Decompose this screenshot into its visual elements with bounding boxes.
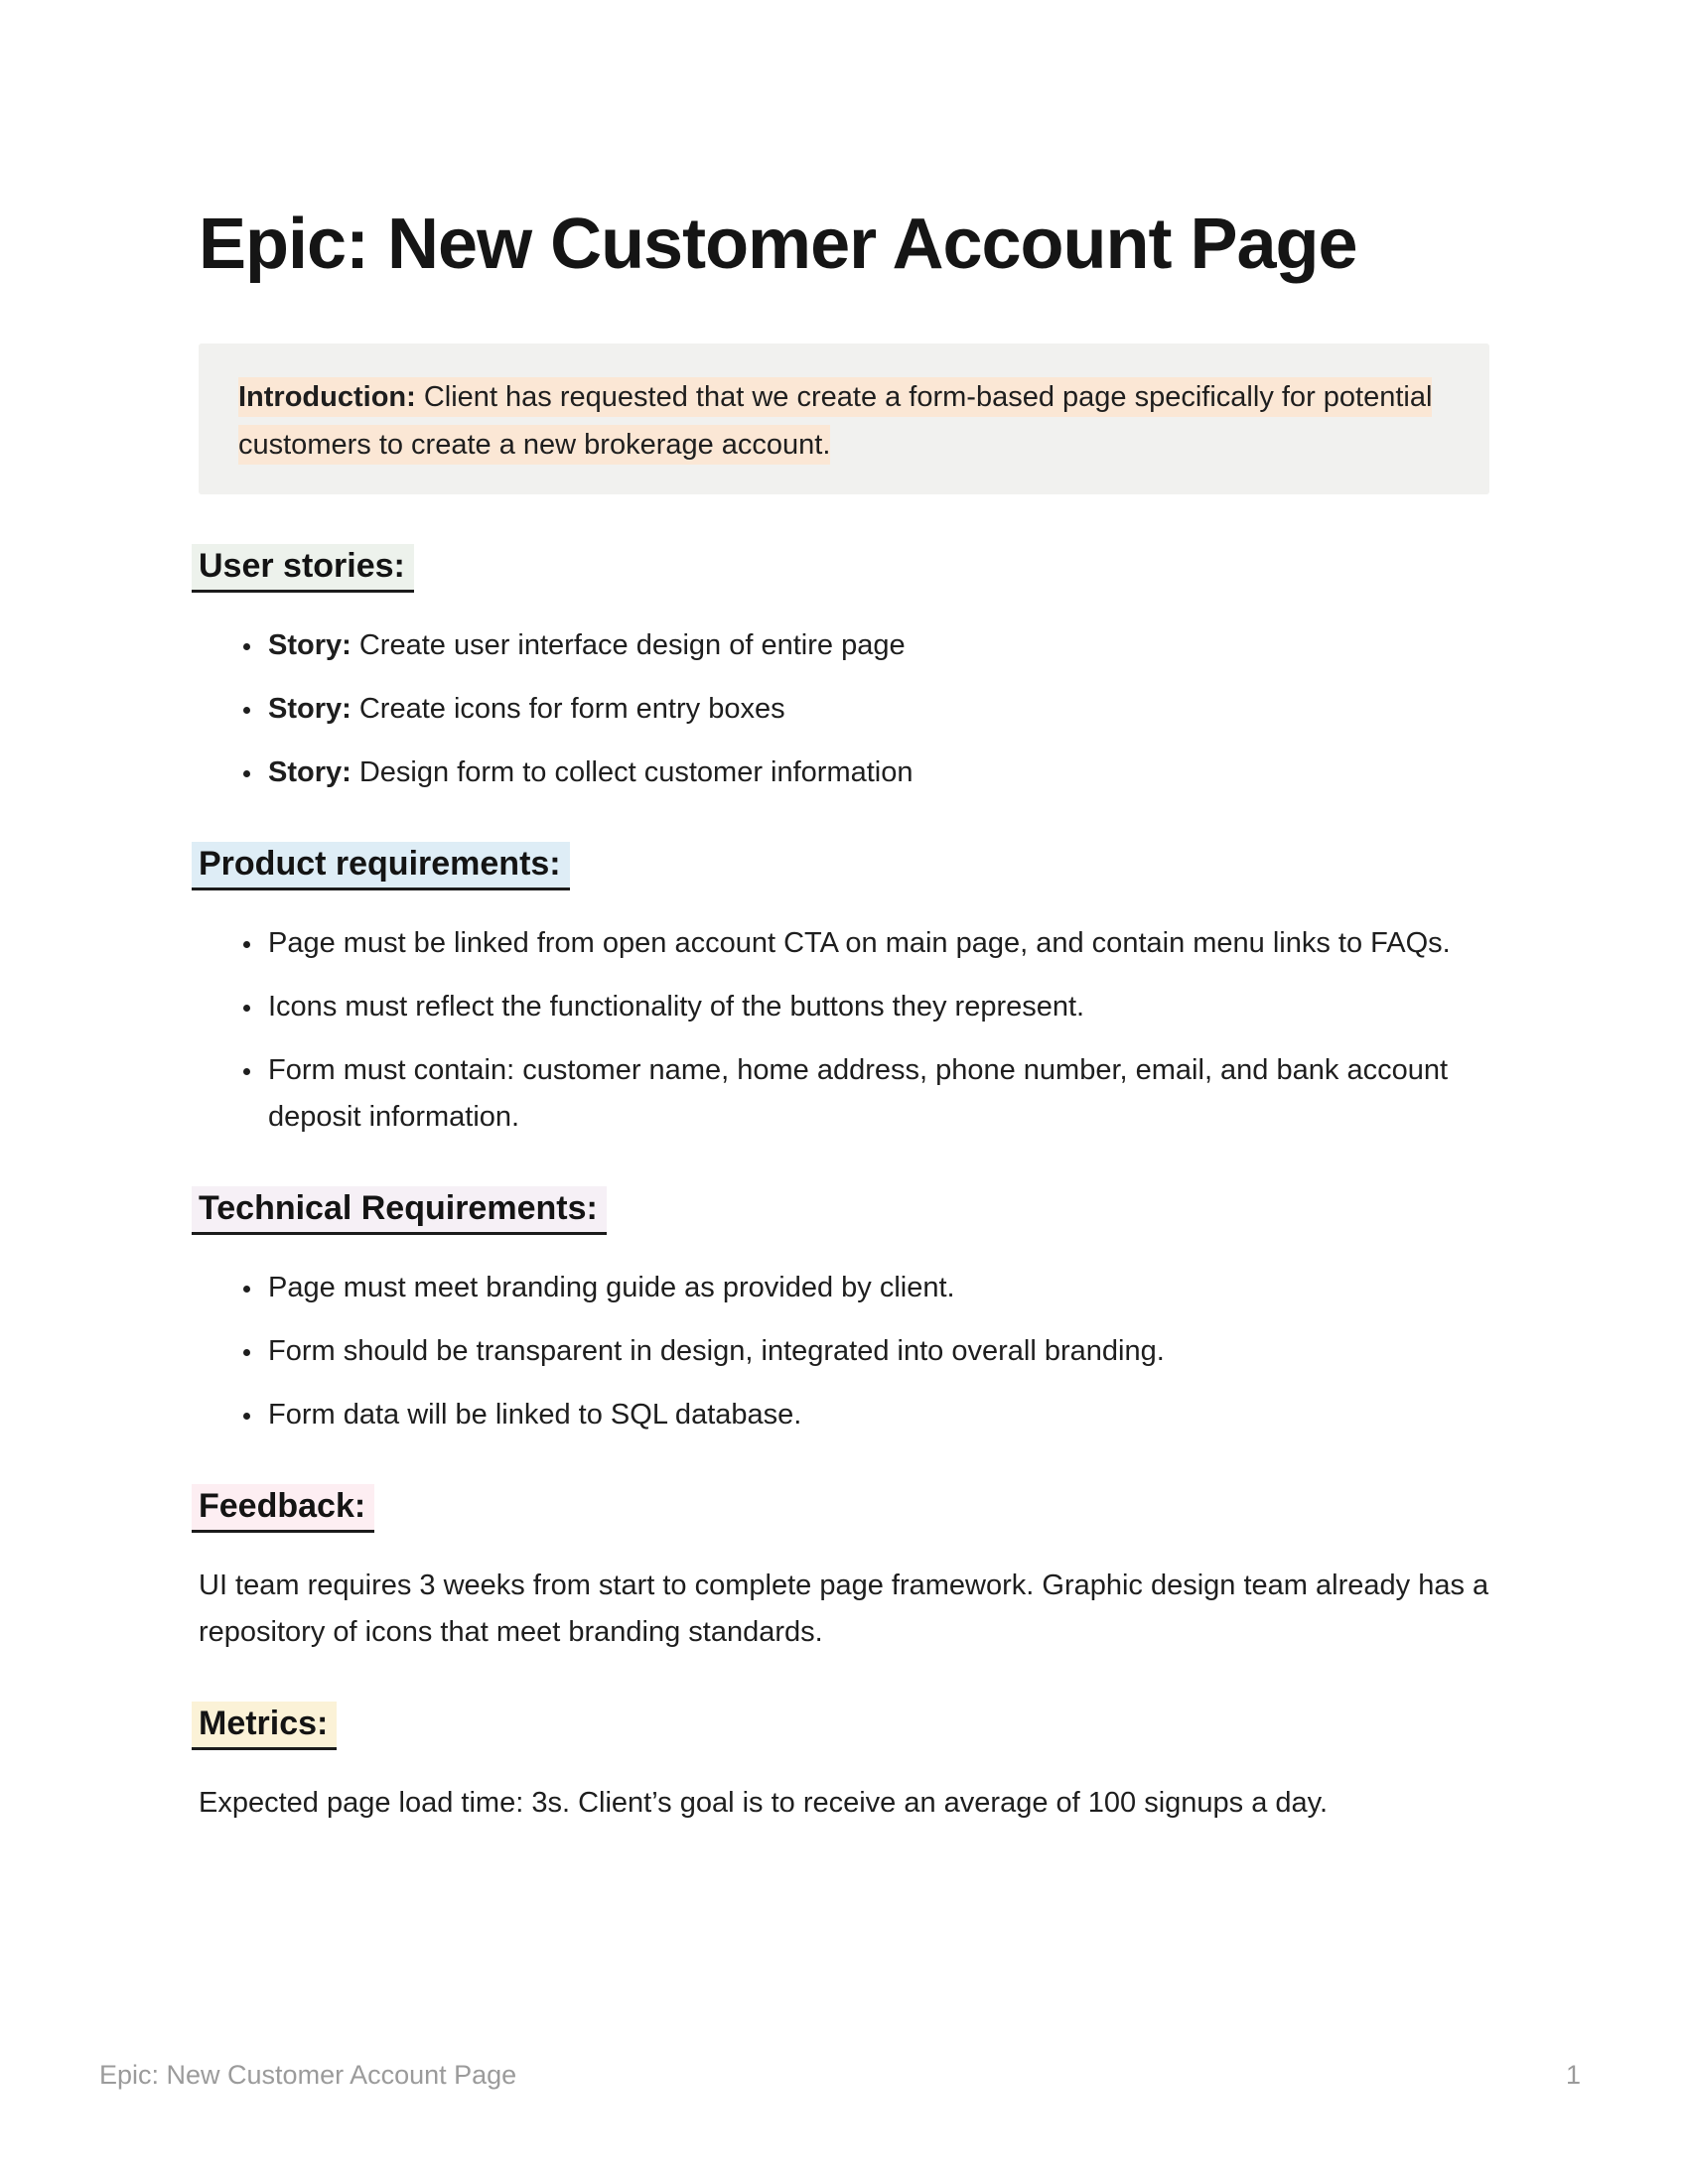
- technical-requirements-list: [199, 1265, 1489, 1438]
- footer-page-number: 1: [1565, 2060, 1581, 2090]
- page-title: Epic: New Customer Account Page: [199, 205, 1357, 284]
- bullet-label: Story:: [268, 692, 352, 725]
- introduction-paragraph: [238, 373, 1450, 469]
- product-requirements-heading: [199, 842, 1489, 890]
- page-footer: [99, 2060, 1581, 2091]
- section-technical-requirements: [199, 1186, 1489, 1438]
- list-item: [264, 750, 1489, 796]
- bullet-label: Story:: [268, 755, 352, 788]
- bullet-text: Form must contain: customer name, home address, phone number, email, and bank account deposit information.: [268, 1053, 1449, 1133]
- bullet-text: Page must be linked from open account CTA on main page, and contain menu links to FAQs.: [268, 926, 1451, 959]
- section-product-requirements: [199, 842, 1489, 1141]
- bullet-text: Icons must reflect the functionality of the buttons they represent.: [268, 990, 1085, 1023]
- user-stories-list: [199, 622, 1489, 796]
- bullet-text: Design form to collect customer information: [351, 755, 914, 788]
- introduction-highlight: [238, 377, 1432, 465]
- bullet-text: Page must meet branding guide as provided by client.: [268, 1271, 955, 1303]
- list-item: [264, 1047, 1489, 1141]
- user-stories-heading-text: User stories:: [192, 544, 414, 593]
- bullet-text: Create user interface design of entire page: [351, 628, 906, 661]
- metrics-heading: [199, 1702, 1489, 1750]
- section-user-stories: [199, 544, 1489, 796]
- user-stories-heading: [199, 544, 1489, 593]
- list-item: [264, 1392, 1489, 1438]
- product-requirements-heading-text: Product requirements:: [192, 842, 570, 890]
- introduction-callout: [199, 343, 1489, 494]
- product-requirements-list: [199, 920, 1489, 1141]
- footer-document-title: Epic: New Customer Account Page: [99, 2060, 517, 2090]
- list-item: [264, 1328, 1489, 1375]
- feedback-paragraph: UI team requires 3 weeks from start to complete page framework. Graphic design team already has a repository of icons that meet branding standards.: [199, 1569, 1489, 1648]
- metrics-paragraph: Expected page load time: 3s. Client’s goal is to receive an average of 100 signups a day.: [199, 1786, 1329, 1819]
- metrics-heading-text: Metrics:: [192, 1702, 337, 1750]
- list-item: [264, 1265, 1489, 1311]
- feedback-heading-text: Feedback:: [192, 1484, 374, 1533]
- list-item: [264, 622, 1489, 669]
- section-metrics: [199, 1702, 1489, 1827]
- bullet-text: Form should be transparent in design, integrated into overall branding.: [268, 1334, 1165, 1367]
- introduction-label: Introduction:: [238, 380, 416, 413]
- feedback-heading: [199, 1484, 1489, 1533]
- bullet-text: Create icons for form entry boxes: [351, 692, 785, 725]
- technical-requirements-heading-text: Technical Requirements:: [192, 1186, 607, 1235]
- list-item: [264, 920, 1489, 967]
- introduction-text: Client has requested that we create a form-based page specifically for potential customers to create a new brokerage account.: [238, 380, 1433, 461]
- list-item: [264, 686, 1489, 733]
- section-feedback: [199, 1484, 1489, 1656]
- technical-requirements-heading: [199, 1186, 1489, 1235]
- list-item: [264, 984, 1489, 1030]
- bullet-label: Story:: [268, 628, 352, 661]
- bullet-text: Form data will be linked to SQL database.: [268, 1398, 802, 1431]
